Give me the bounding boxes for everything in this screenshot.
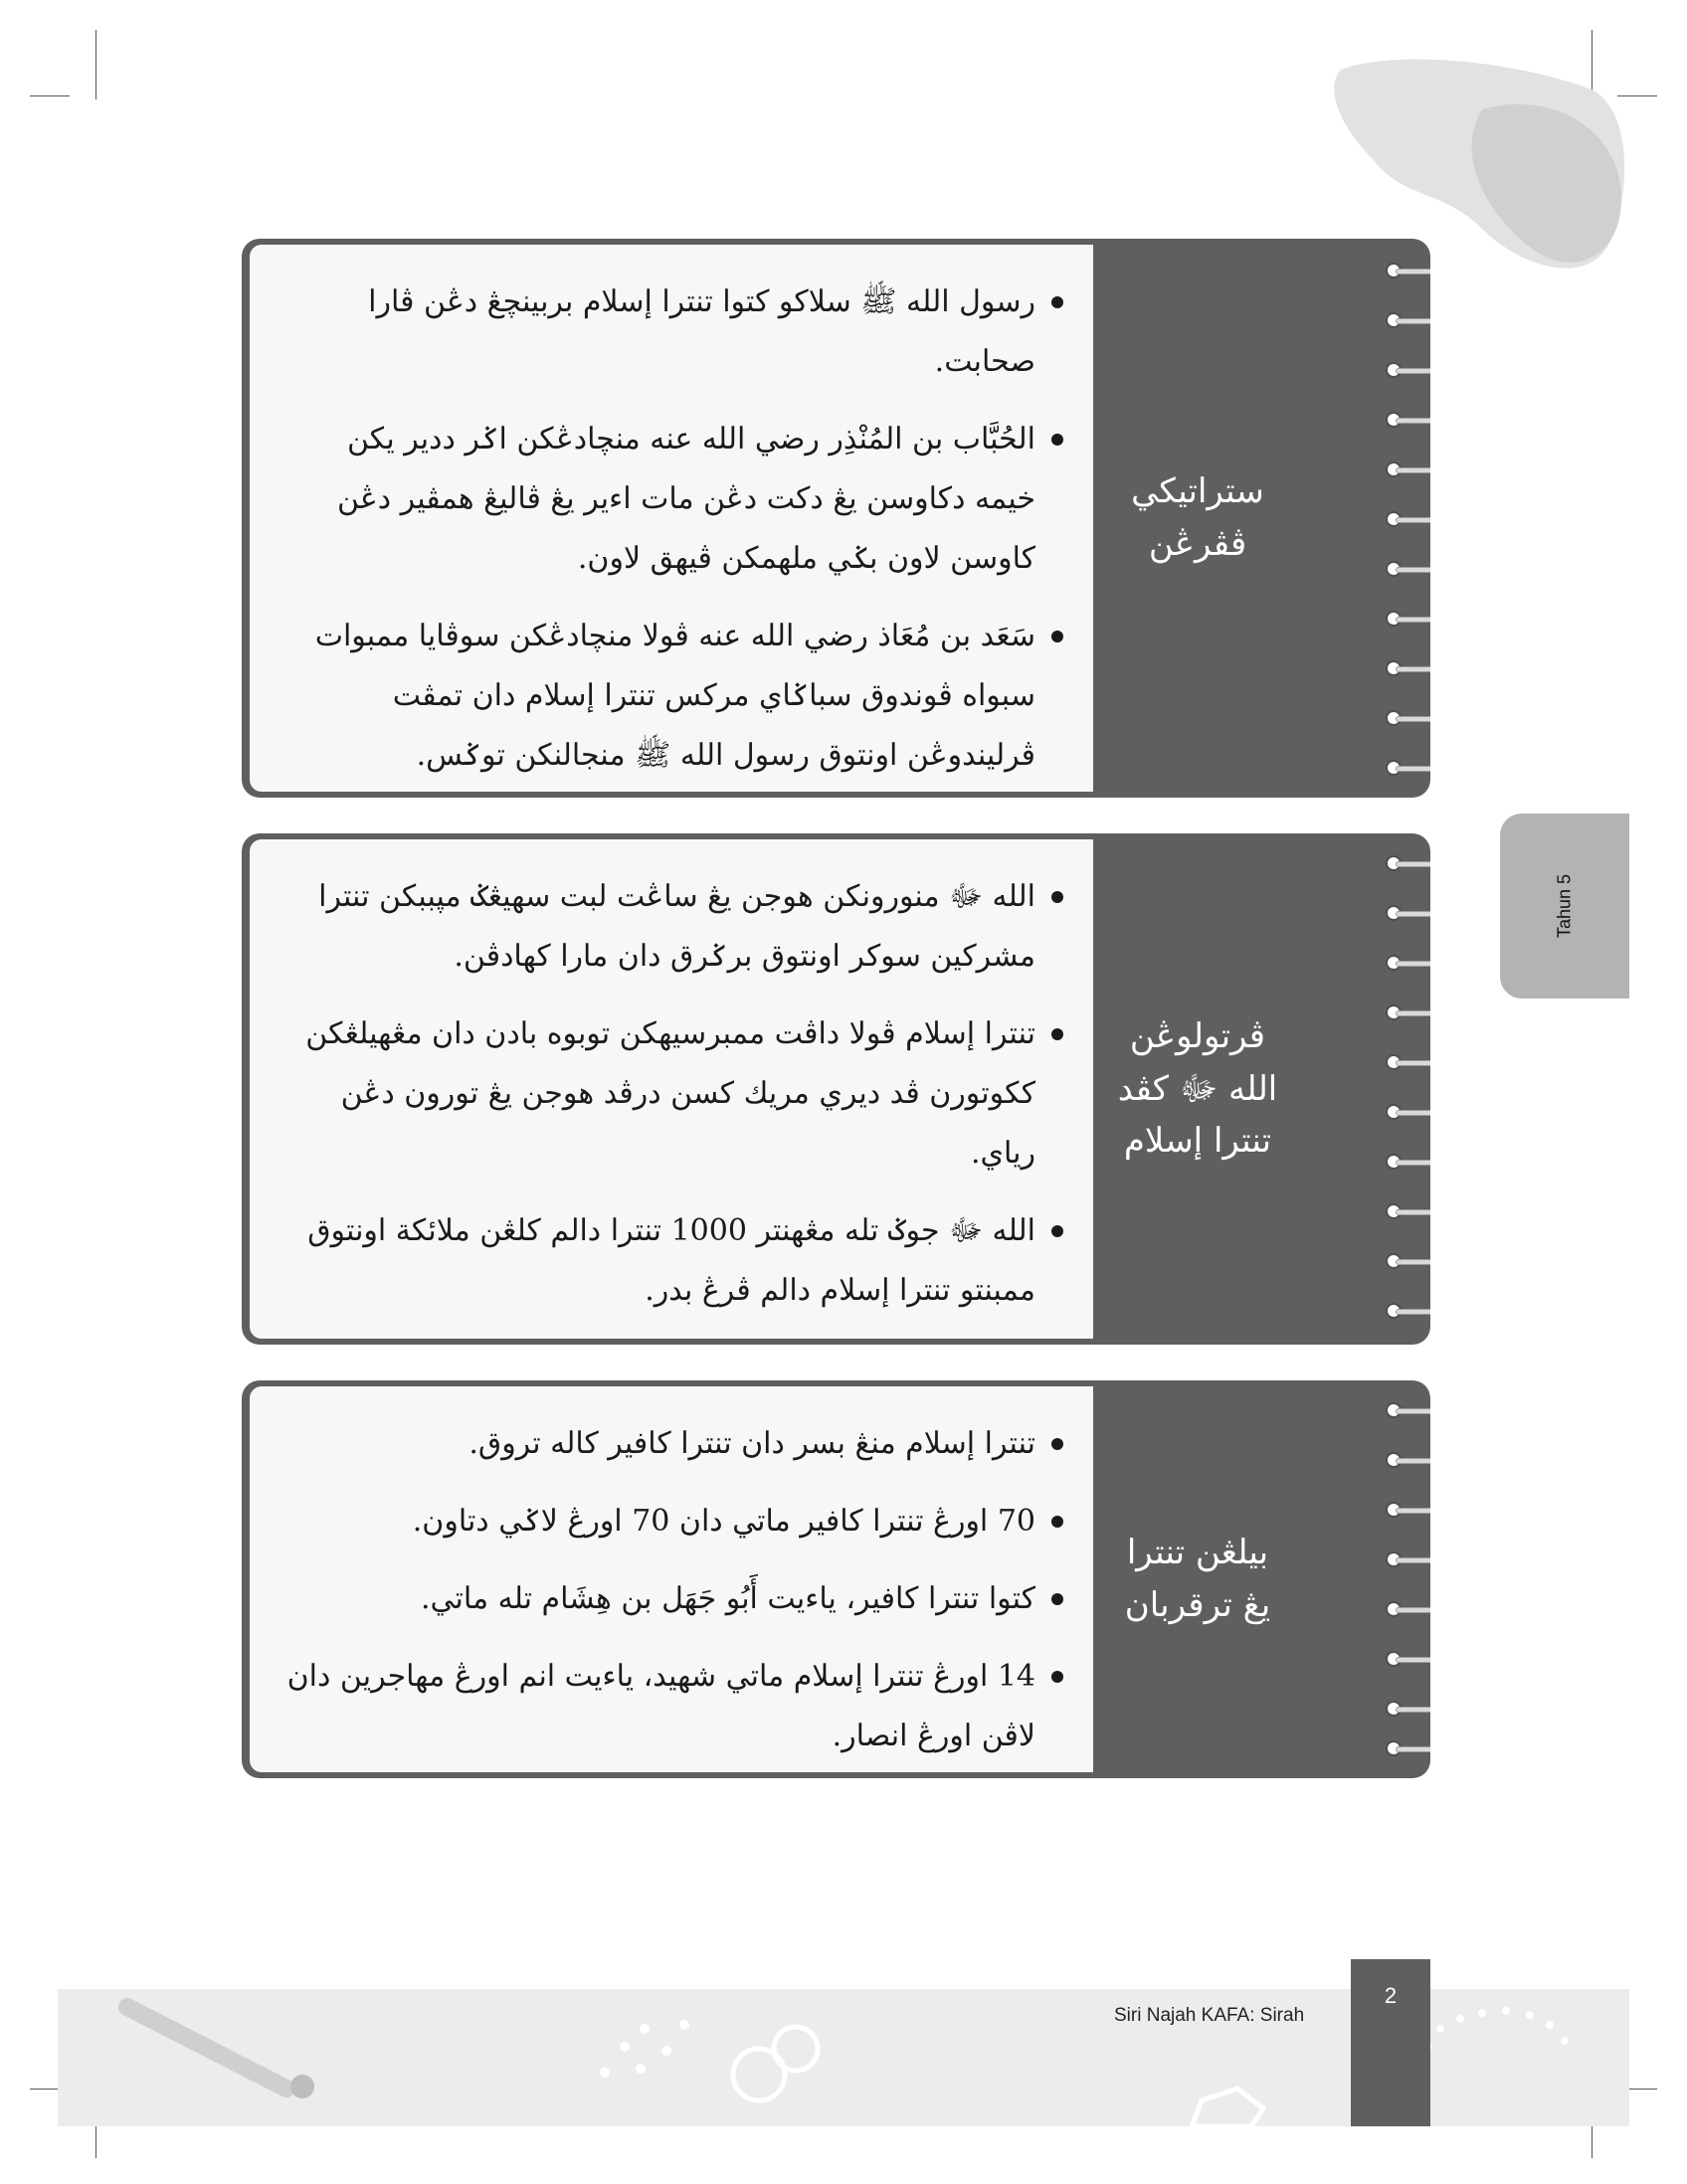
card-title [1093,833,1302,1345]
year-label: Tahun 5 [1554,873,1575,939]
year-side-tab [1500,814,1629,999]
bullet-point: الله ﷻ منورونكن هوجن يڠ ساڠت لبت سهيڠݢ مڽببكن تنترا مشركين سوكر اونتوق برݢرق دان مارا كهادڤن. [280,867,1063,987]
title-line: ستراتيكي [1131,471,1264,512]
crop-mark [95,30,96,99]
bullet-point: الحُبَّاب بن المُنْذِر رضي الله عنه منچادڠكن اݢر ددير يكن خيمه دكاوسن يڠ دكت دڠن مات اءير يڠ ڤاليڠ همڤير دڠن كاوسن لاون بݢي ملهمكن ڤيهق لاون. [280,410,1063,589]
card-content [250,245,1093,792]
bullet-point: 70 اورڠ تنترا كافير ماتي دان 70 اورڠ لاݢي دتاون. [280,1492,1063,1551]
title-line: يڠ ترقربان [1124,1585,1271,1625]
card-title [1093,1380,1302,1778]
page-number: 2 [1384,1983,1398,2008]
page-number-tab [1351,1959,1430,2126]
crop-mark [30,95,70,96]
card-title [1093,239,1302,798]
spiral-binding [1386,239,1430,798]
title-line: ڤرتولوڠن [1129,1015,1266,1056]
bullet-point: 14 اورڠ تنترا إسلام ماتي شهيد، ياءيت انم اورڠ مهاجرين دان لاڤن اورڠ انصار. [280,1647,1063,1766]
title-line: بيلڠن تنترا [1126,1533,1269,1573]
spiral-binding [1386,1380,1430,1778]
bullet-point: تنترا إسلام منڠ بسر دان تنترا كافير كاله تروق. [280,1414,1063,1474]
bullet-point: كتوا تنترا كافير، ياءيت أَبُو جَهَل بن هِشَام تله ماتي. [280,1569,1063,1629]
bullet-point: رسول الله ﷺ سلاكو كتوا تنترا إسلام بربينچڠ دڠن ڤارا صحابت. [280,273,1063,392]
title-line: الله ﷻ كڤد [1117,1068,1278,1109]
bullet-point: سَعَد بن مُعَاذ رضي الله عنه ڤولا منچادڠكن سوڤايا ممبوات سبواه ڤوندوق سباݢاي مركس تنترا إسلام دان تمڤت ڤرليندوڠن اونتوق رسول الله ﷺ منجالنكن توݢس. [280,607,1063,786]
spiral-binding [1386,833,1430,1345]
card-divine-help [242,833,1430,1345]
card-strategy [242,239,1430,798]
card-content [250,839,1093,1339]
title-line: ڤڤرڠن [1148,524,1247,564]
bullet-point: تنترا إسلام ڤولا داڤت ممبرسيهكن توبوه بادن دان مڠهيلڠكن ككوتورن ڤد ديري مريك كسن درڤد هوجن يڠ تورون دڠن رياي. [280,1004,1063,1183]
series-title: Siri Najah KAFA: Sirah [1114,2005,1305,2026]
title-line: تنترا إسلام [1123,1121,1272,1162]
bullet-point: الله ﷻ جوݢ تله مڠهنتر 1000 تنترا دالم كلڠن ملائكة اونتوق ممبنتو تنترا إسلام دالم ڤرڠ بدر. [280,1201,1063,1321]
card-casualties [242,1380,1430,1778]
card-content [250,1386,1093,1772]
